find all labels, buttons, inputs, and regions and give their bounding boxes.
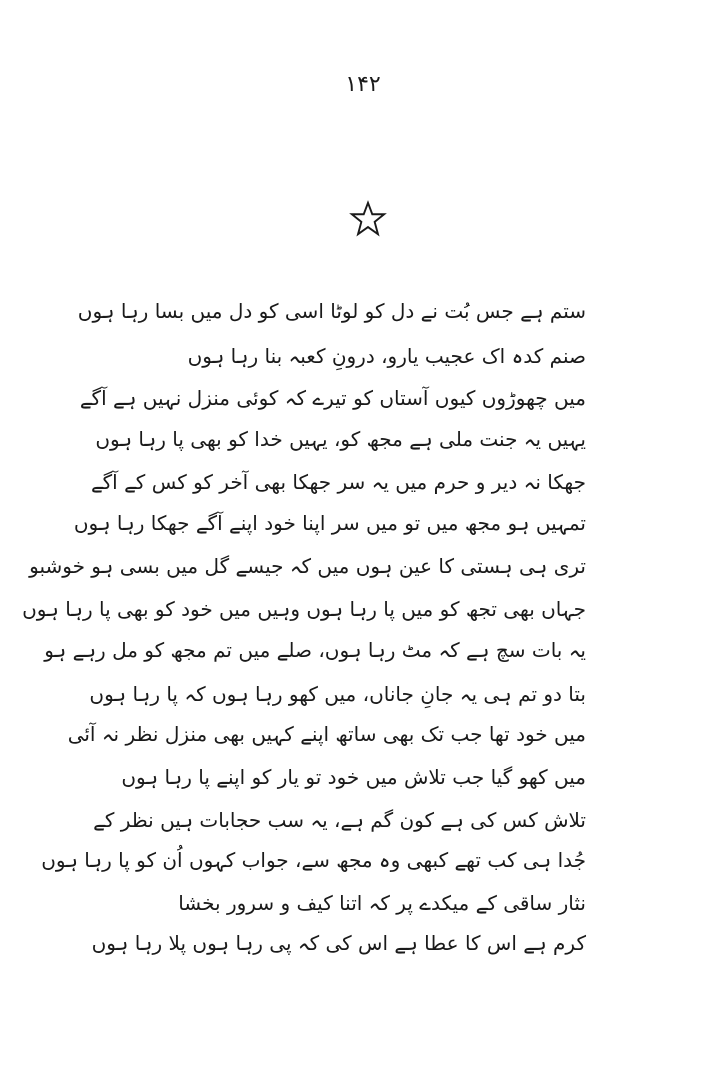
verse-line-10: بتا دو تم ہی یہ جانِ جاناں، میں کھو رہا ہوں کہ پا رہا ہوں	[89, 682, 586, 706]
verse-line-8: جہاں بھی تجھ کو میں پا رہا ہوں وہیں میں خود کو بھی پا رہا ہوں	[22, 597, 586, 621]
verse-line-11: میں خود تھا جب تک بھی ساتھ اپنے کہیں بھی منزل نظر نہ آئی	[67, 722, 586, 746]
verse-line-9: یہ بات سچ ہے کہ مٹ رہا ہوں، صلے میں تم مجھ کو مل رہے ہو	[44, 638, 586, 662]
verse-line-5: جھکا نہ دیر و حرم میں یہ سر جھکا بھی آخر کو کس کے آگے	[90, 470, 586, 494]
verse-line-1: ستم ہے جس بُت نے دل کو لوٹا اسی کو دل میں بسا رہا ہوں	[77, 299, 586, 323]
verse-line-14: جُدا ہی کب تھے کبھی وہ مجھ سے، جواب کہوں اُن کو پا رہا ہوں	[41, 848, 586, 872]
verse-line-6: تمہیں ہو مجھ میں تو میں سر اپنا خود اپنے آگے جھکا رہا ہوں	[73, 511, 586, 535]
verse-line-12: میں کھو گیا جب تلاش میں خود تو یار کو اپنے پا رہا ہوں	[121, 765, 586, 789]
verse-line-7: تری ہی ہستی کا عین ہوں میں کہ جیسے گل میں بسی ہو خوشبو	[29, 554, 586, 578]
verse-line-2: صنم کدہ اک عجیب یارو، درونِ کعبہ بنا رہا ہوں	[187, 344, 586, 368]
verse-line-15: نثار ساقی کے میکدے پر کہ اتنا کیف و سرور بخشا	[178, 891, 586, 915]
verse-line-16: کرم ہے اس کا عطا ہے اس کی کہ پی رہا ہوں پلا رہا ہوں	[91, 931, 586, 955]
verse-line-4: یہیں یہ جنت ملی ہے مجھ کو، یہیں خدا کو بھی پا رہا ہوں	[95, 427, 586, 451]
verse-line-13: تلاش کس کی ہے کون گم ہے، یہ سب حجابات ہیں نظر کے	[93, 808, 586, 832]
star-outline-icon	[349, 200, 387, 238]
page-number: ۱۴۲	[345, 72, 381, 97]
verse-line-3: میں چھوڑوں کیوں آستاں کو تیرے کہ کوئی منزل نہیں ہے آگے	[79, 386, 586, 410]
